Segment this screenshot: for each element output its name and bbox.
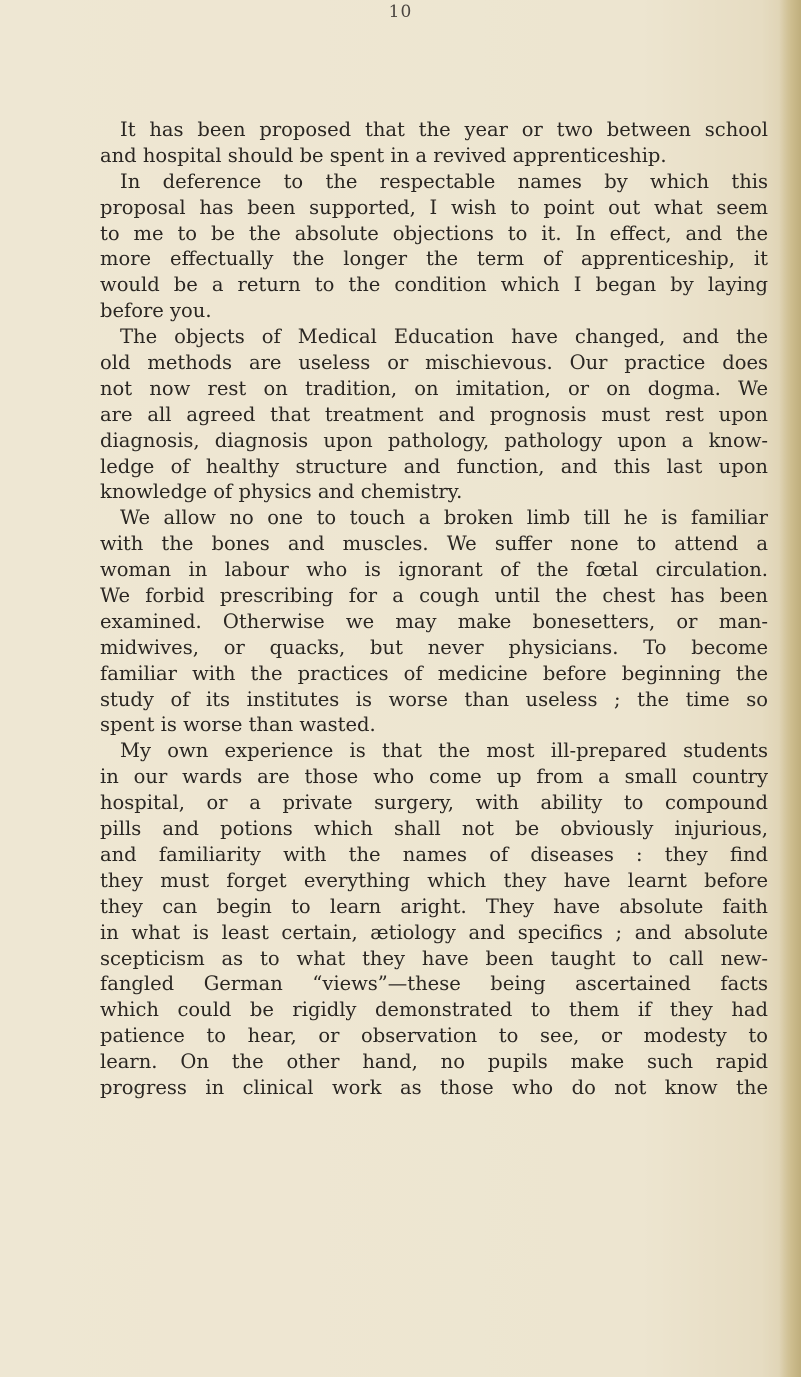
text-line: spent is worse than wasted. bbox=[100, 713, 376, 737]
text-line: and familiarity with the names of diseases : they find bbox=[100, 842, 768, 866]
text-line: familiar with the practices of medicine before beginning the bbox=[100, 661, 768, 685]
text-line: learn. On the other hand, no pupils make such rapid bbox=[100, 1050, 768, 1074]
text-line: diagnosis, diagnosis upon pathology, pathology upon a know- bbox=[100, 428, 768, 452]
text-line: in what is least certain, ætiology and specifics ; and absolute bbox=[100, 920, 768, 944]
text-line: study of its institutes is worse than useless ; the time so bbox=[100, 687, 768, 711]
text-line: patience to hear, or observation to see, or modesty to bbox=[100, 1024, 768, 1048]
text-line: woman in labour who is ignorant of the fœtal circulation. bbox=[100, 558, 768, 582]
text-line: It has been proposed that the year or two between school bbox=[120, 118, 768, 141]
body-text bbox=[100, 117, 768, 1101]
text-line: in our wards are those who come up from a small country bbox=[100, 765, 768, 789]
page-number: 10 bbox=[388, 2, 413, 22]
text-line: midwives, or quacks, but never physicians. To become bbox=[100, 635, 768, 659]
text-line: proposal has been supported, I wish to point out what seem bbox=[100, 195, 768, 219]
text-line: ledge of healthy structure and function, and this last upon bbox=[100, 454, 768, 478]
text-line: would be a return to the condition which I began by laying bbox=[100, 273, 768, 297]
text-line: fangled German “views”—these being ascertained facts bbox=[100, 972, 768, 996]
text-line: with the bones and muscles. We suffer none to attend a bbox=[100, 532, 768, 556]
text-line: My own experience is that the most ill-prepared students bbox=[120, 739, 768, 763]
text-line: knowledge of physics and chemistry. bbox=[100, 480, 463, 504]
text-line: before you. bbox=[100, 299, 212, 323]
text-line: The objects of Medical Education have changed, and the bbox=[120, 325, 768, 349]
text-line: scepticism as to what they have been taught to call new- bbox=[100, 946, 768, 970]
text-line: more effectually the longer the term of apprenticeship, it bbox=[100, 247, 768, 271]
text-line: examined. Otherwise we may make bonesetters, or man- bbox=[100, 609, 768, 633]
text-line: progress in clinical work as those who do not know the bbox=[100, 1075, 768, 1099]
text-line: they must forget everything which they have learnt before bbox=[100, 868, 768, 892]
text-line: In deference to the respectable names by which this bbox=[120, 169, 768, 193]
text-line: not now rest on tradition, on imitation, or on dogma. We bbox=[100, 376, 768, 400]
page-edge-shadow bbox=[779, 0, 801, 1377]
text-line: to me to be the absolute objections to it. In effect, and the bbox=[100, 221, 768, 245]
text-line: they can begin to learn aright. They have absolute faith bbox=[100, 894, 768, 918]
text-line: hospital, or a private surgery, with ability to compound bbox=[100, 791, 768, 815]
text-line: We allow no one to touch a broken limb till he is familiar bbox=[120, 506, 768, 530]
text-line: pills and potions which shall not be obviously injurious, bbox=[100, 817, 768, 841]
text-line: old methods are useless or mischievous. Our practice does bbox=[100, 351, 768, 375]
text-line: and hospital should be spent in a revived apprenticeship. bbox=[100, 143, 667, 167]
text-line: We forbid prescribing for a cough until the chest has been bbox=[100, 584, 768, 608]
text-line: are all agreed that treatment and prognosis must rest upon bbox=[100, 402, 768, 426]
text-line: which could be rigidly demonstrated to them if they had bbox=[100, 998, 768, 1022]
